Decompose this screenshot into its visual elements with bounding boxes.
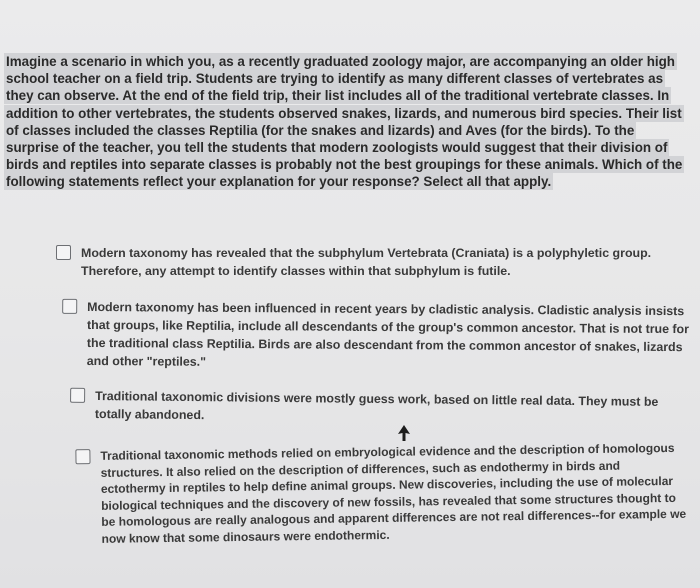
answer-option-label: Modern taxonomy has revealed that the subphylum Vertebrata (Craniata) is a polyphyletic group. Therefore, any attempt to identify classes within that subphylum is futile. <box>81 246 652 278</box>
question-prompt <box>4 53 688 191</box>
checkbox-unchecked-icon[interactable] <box>56 245 71 260</box>
mouse-pointer-icon <box>398 425 410 441</box>
checkbox-unchecked-icon[interactable] <box>62 299 77 314</box>
answer-option-2[interactable] <box>62 298 692 374</box>
answer-option-label: Traditional taxonomic methods relied on embryological evidence and the description of homologous structures. It also relied on the description of differences, such as endothermy in birds and ectothermy in reptiles to help define animal groups. New discoveries, including the use of molecular biological techniques and the discovery of new fossils, has revealed that some structures thought to be homologous are really analogous and apparent differences are not real differences--for example we now know that some dinosaurs were endothermic. <box>100 440 687 546</box>
checkbox-unchecked-icon[interactable] <box>75 449 90 464</box>
question-text: Imagine a scenario in which you, as a recently graduated zoology major, are accompanying an older high school teacher on a field trip. Students are trying to identify as many different classes of vertebrates as they can observe. At the end of the field trip, their list includes all of the traditional vertebrate classes. In addition to other vertebrates, the students observed snakes, lizards, and numerous bird species. Their list of classes included the classes Reptilia (for the snakes and lizards) and Aves (for the birds). To the surprise of the teacher, you tell the students that modern zoologists would suggest that their division of birds and reptiles into separate classes is probably not the best groupings for these animals. Which of the following statements reflect your explanation for your response? Select all that apply. <box>6 54 683 190</box>
answer-option-3[interactable] <box>70 387 692 430</box>
answer-option-label: Modern taxonomy has been influenced in recent years by cladistic analysis. Cladistic analysis insists that groups, like Reptilia, include all descendants of the group's common ancestor. That is not true for the traditional class Reptilia. Birds are also descendant from the common ancestor of snakes, lizards and other "reptiles." <box>86 299 690 369</box>
checkbox-unchecked-icon[interactable] <box>70 388 85 403</box>
answer-option-4[interactable] <box>75 440 686 548</box>
answer-option-1[interactable] <box>56 244 676 280</box>
answer-option-label: Traditional taxonomic divisions were mostly guess work, based on little real data. They must be totally abandoned. <box>94 389 659 423</box>
